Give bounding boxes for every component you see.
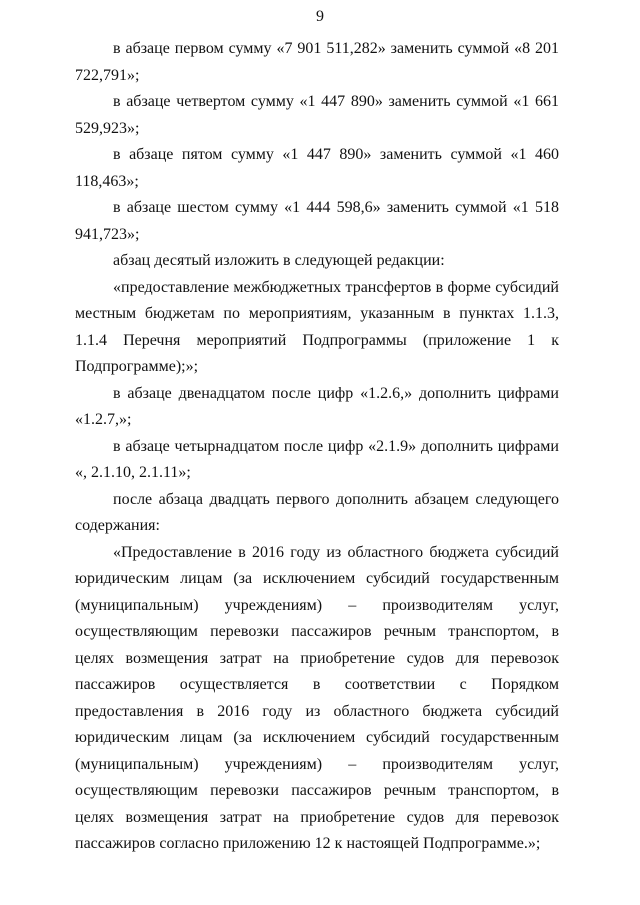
paragraph-9: после абзаца двадцать первого дополнить абзацем следующего содержания: <box>75 490 559 534</box>
paragraph-6: «предоставление межбюджетных трансфертов в форме субсидий местным бюджетам по мероприятиям, указанным в пунктах 1.1.3, 1.1.4 Перечня мероприятий Подпрограммы (приложение 1 к Подпрограмме);»; <box>75 278 559 375</box>
page-number: 9 <box>316 8 324 25</box>
paragraph-5: абзац десятый изложить в следующей редакции: <box>113 252 445 269</box>
document-body <box>75 36 559 858</box>
paragraph-8: в абзаце четырнадцатом после цифр «2.1.9» дополнить цифрами «, 2.1.10, 2.1.11»; <box>75 437 559 481</box>
paragraph-4: в абзаце шестом сумму «1 444 598,6» заменить суммой «1 518 941,723»; <box>75 199 559 243</box>
paragraph-10: «Предоставление в 2016 году из областного бюджета субсидий юридическим лицам (за исключением субсидий государственным (муниципальным) учреждениям) – производителям услуг, осуществляющим перевозки пассажиров речным транспортом, в целях возмещения затрат на приобретение судов для перевозок пассажиров осуществляется в соответствии с Порядком предоставления в 2016 году из областного бюджета субсидий юридическим лицам (за исключением субсидий государственным (муниципальным) учреждениям) – производителям услуг, осуществляющим перевозки пассажиров речным транспортом, в целях возмещения затрат на приобретение судов для перевозок пассажиров согласно приложению 12 к настоящей Подпрограмме.»; <box>75 543 559 852</box>
paragraph-7: в абзаце двенадцатом после цифр «1.2.6,» дополнить цифрами «1.2.7,»; <box>75 384 559 428</box>
paragraph-2: в абзаце четвертом сумму «1 447 890» заменить суммой «1 661 529,923»; <box>75 93 559 137</box>
paragraph-1: в абзаце первом сумму «7 901 511,282» заменить суммой «8 201 722,791»; <box>75 40 559 84</box>
paragraph-3: в абзаце пятом сумму «1 447 890» заменить суммой «1 460 118,463»; <box>75 146 559 190</box>
